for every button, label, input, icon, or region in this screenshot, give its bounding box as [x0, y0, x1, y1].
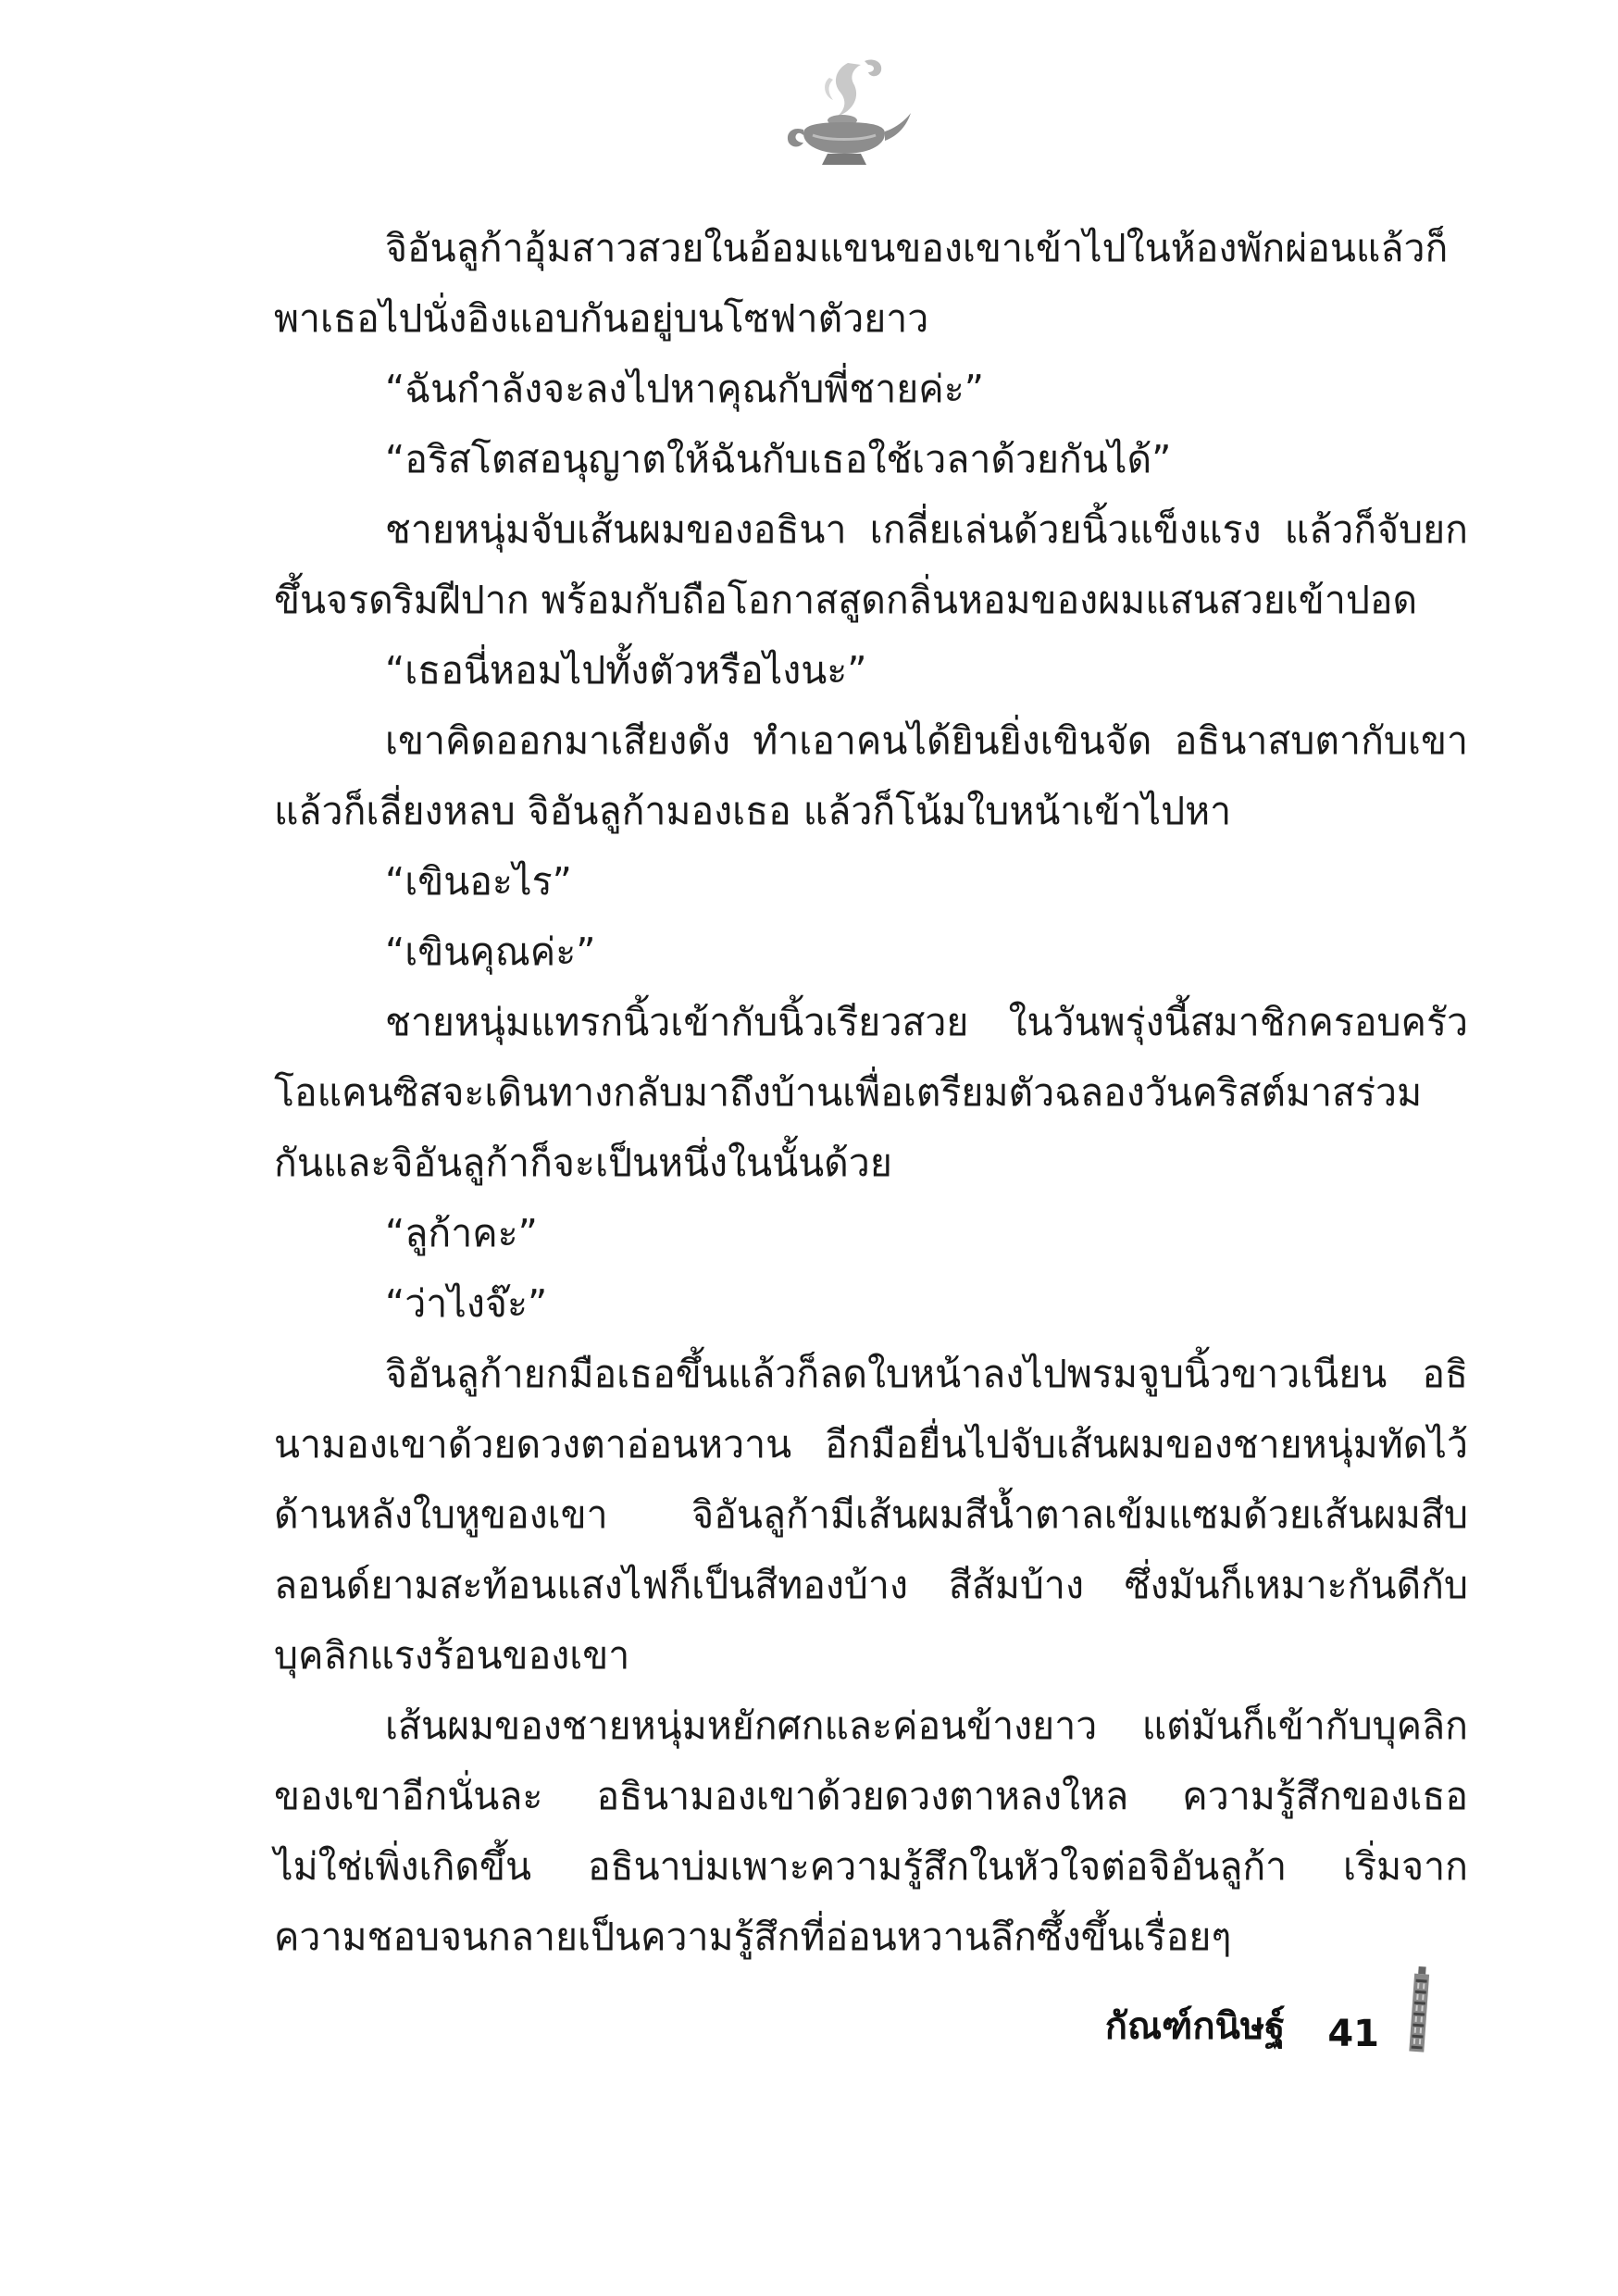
page-footer [1105, 1963, 1433, 2055]
paragraph: เขาคิดออกมาเสียงดัง ทำเอาคนได้ยินยิ่งเขินจัด อธินาสบตากับเขาแล้วก็เลี่ยงหลบ จิอันลูก้ามองเธอ แล้วก็โน้มใบหน้าเข้าไปหา [274, 718, 1468, 833]
chapter-body [274, 213, 1468, 1972]
paragraph: ชายหนุ่มแทรกนิ้วเข้ากับนิ้วเรียวสวย ในวันพรุ่งนี้สมาชิกครอบครัวโอแคนซิสจะเดินทางกลับมาถึงบ้านเพื่อเตรียมตัวฉลองวันคริสต์มาสร่วมกันและจิอันลูก้าก็จะเป็นหนึ่งในนั้นด้วย [274, 1000, 1468, 1185]
paragraph: จิอันลูก้ายกมือเธอขึ้นแล้วก็ลดใบหน้าลงไปพรมจูบนิ้วขาวเนียน อธินามองเขาด้วยดวงตาอ่อนหวาน อีกมือยื่นไปจับเส้นผมของชายหนุ่มทัดไว้ด้านหลังใบหูของเขา จิอันลูก้ามีเส้นผมสีน้ำตาลเข้มแซมด้วยเส้นผมสีบลอนด์ยามสะท้อนแสงไฟก็เป็นสีทองบ้าง สีส้มบ้าง ซึ่งมันก็เหมาะกันดีกับบุคลิกแรงร้อนของเขา [274, 1352, 1468, 1678]
dialogue-line: “อริสโตสอนุญาตให้ฉันกับเธอใช้เวลาด้วยกันได้” [385, 437, 1172, 481]
leaning-tower-icon [1400, 1963, 1433, 2055]
dialogue-line: “ว่าไงจ๊ะ” [385, 1281, 548, 1326]
paragraph: จิอันลูก้าอุ้มสาวสวยในอ้อมแขนของเขาเข้าไปในห้องพักผ่อนแล้วก็พาเธอไปนั่งอิงแอบกันอยู่บนโซฟาตัวยาว [274, 226, 1449, 341]
genie-lamp-icon [776, 56, 915, 176]
paragraph: เส้นผมของชายหนุ่มหยักศกและค่อนข้างยาว แต่มันก็เข้ากับบุคลิกของเขาอีกนั่นละ อธินามองเขาด้วยดวงตาหลงใหล ความรู้สึกของเธอไม่ใช่เพิ่งเกิดขึ้น อธินาบ่มเพาะความรู้สึกในหัวใจต่อจิอันลูก้า เริ่มจากความชอบจนกลายเป็นความรู้สึกที่อ่อนหวานลึกซึ้งขึ้นเรื่อยๆ [274, 1703, 1468, 1959]
dialogue-line: “เขินคุณค่ะ” [385, 930, 596, 974]
author-name: กัณฑ์กนิษฐ์ [1104, 2005, 1286, 2048]
dialogue-line: “ฉันกำลังจะลงไปหาคุณกับพี่ชายค่ะ” [385, 367, 984, 411]
paragraph: ชายหนุ่มจับเส้นผมของอธินา เกลี่ยเล่นด้วยนิ้วแข็งแรง แล้วก็จับยกขึ้นจรดริมฝีปาก พร้อมกับถือโอกาสสูดกลิ่นหอมของผมแสนสวยเข้าปอด [274, 507, 1468, 622]
dialogue-line: “เธอนี่หอมไปทั้งตัวหรือไงนะ” [385, 648, 867, 693]
dialogue-line: “ลูก้าคะ” [385, 1211, 538, 1255]
dialogue-line: “เขินอะไร” [385, 859, 572, 904]
page-number: 41 [1327, 2013, 1379, 2055]
